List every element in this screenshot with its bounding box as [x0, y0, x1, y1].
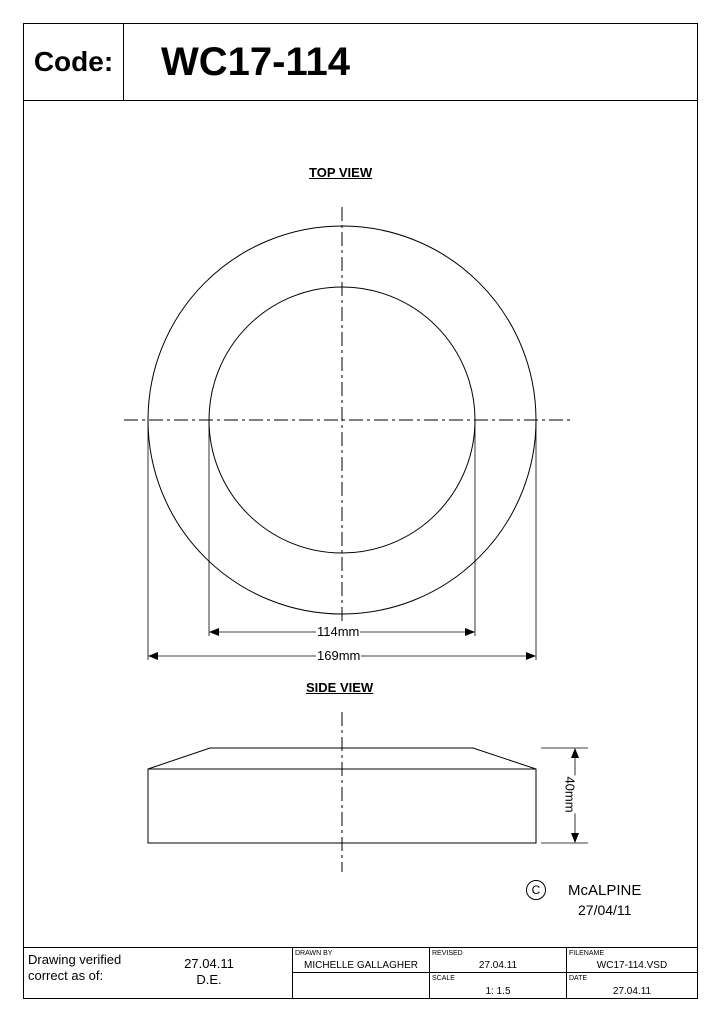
outer-diameter-label: 169mm: [317, 648, 361, 663]
revised-cell: REVISED 27.04.11: [430, 948, 567, 973]
side-view-title: SIDE VIEW: [306, 680, 374, 695]
verified-label: Drawing verified correct as of:: [28, 952, 122, 983]
drawn-by-cell: DRAWN BY MICHELLE GALLAGHER: [293, 948, 430, 973]
copyright-icon: C: [526, 880, 546, 900]
filename-cell: FILENAME WC17-114.VSD: [567, 948, 697, 973]
date-cell: DATE 27.04.11: [569, 975, 652, 997]
verification-cell: [24, 948, 293, 998]
top-view-title: TOP VIEW: [309, 165, 373, 180]
inner-diameter-label: 114mm: [317, 624, 360, 639]
scale-cell: SCALE 1: 1.5: [430, 973, 567, 998]
code-label: Code:: [24, 24, 124, 100]
title-block: [23, 947, 698, 999]
empty-cell: [293, 973, 430, 998]
code-value: WC17-114: [161, 39, 350, 84]
height-label: 40mm: [562, 776, 578, 813]
company-date: 27/04/11: [578, 902, 632, 918]
verified-values: 27.04.11 D.E.: [184, 956, 234, 987]
company-name: McALPINE: [568, 882, 642, 899]
